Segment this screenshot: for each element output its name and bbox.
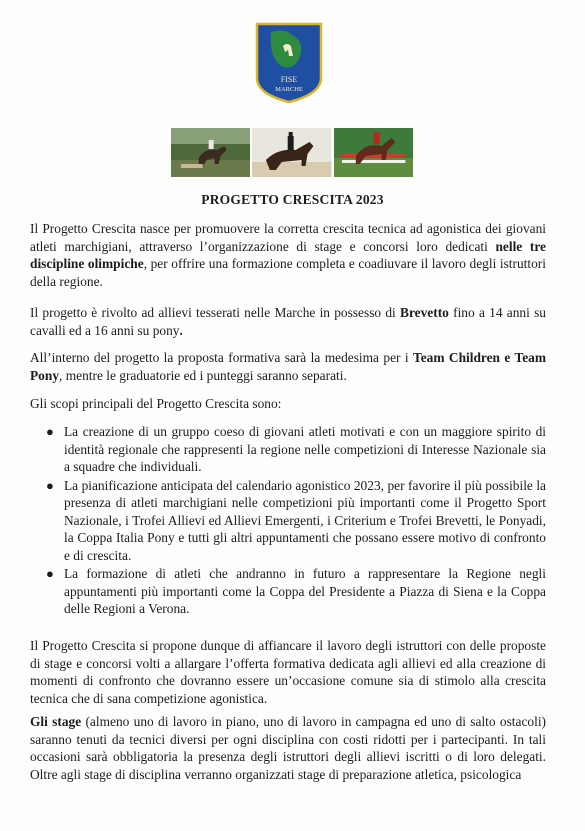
list-item-text: La formazione di atleti che andranno in futuro a rappresentare la Regione negli appuntamenti più importanti come la Coppa del Presidente a Piazza di Siena e la Coppa delle Regioni a Verona.: [64, 566, 546, 616]
paragraph-teams: [30, 349, 546, 384]
teams-text-1: All’interno del progetto la proposta formativa sarà la medesima per i: [30, 350, 414, 365]
paragraph-purpose: Il Progetto Crescita si propone dunque di affiancare il lavoro degli istruttori con delle proposte di stage e concorsi volti a allargare l’offerta formativa dedicata agli allievi ed alla creazione di momenti di confronto che dovranno essere un’occasione comune sia di stimolo alla crescita tecnica che di sana competizione agonistica.: [30, 638, 546, 706]
paragraph-stage: [30, 713, 546, 783]
fise-marche-logo: [253, 22, 325, 104]
eligibility-text-1: Il progetto è rivolto ad allievi tesserati nelle Marche in possesso di: [30, 305, 401, 320]
paragraph-goals-intro: Gli scopi principali del Progetto Crescita sono:: [30, 396, 282, 411]
intro-text-1: Il Progetto Crescita nasce per promuovere la corretta crescita tecnica ad agonistica dei giovani atleti marchigiani, attraverso l’organizzazione di stage e concorsi loro dedicati: [30, 221, 546, 254]
paragraph-intro: [30, 220, 546, 290]
teams-text-2: , mentre le graduatorie ed i punteggi saranno separati.: [59, 367, 347, 383]
bullet-icon: ●: [46, 566, 54, 581]
eligibility-text-2: fino a 14 anni su cavalli ed a 16 anni su pony: [30, 305, 546, 338]
intro-text-2: , per offrire una formazione completa e coadiuvare il lavoro degli istruttori della regione.: [30, 256, 546, 289]
list-item-text: La creazione di un gruppo coeso di giovani atleti motivati e con un maggiore spirito di identità regionale che rappresenti la regione nelle competizioni di Interesse Nazionale sia a squadre che individuali.: [64, 424, 546, 474]
teams-bold: Team Children e Team Pony: [30, 350, 546, 383]
bullet-icon: ●: [46, 477, 54, 493]
bullet-icon: ●: [46, 424, 54, 439]
goals-list: [30, 423, 546, 619]
list-item-text: La pianificazione anticipata del calendario agonistico 2023, per favorire il più possibile la presenza di atleti marchigiani nelle competizioni più importanti come il Progetto Sport Nazionale, i Trofei Allievi ed Allievi Emergenti, i Criterium e Trofei Brevetti, le Ponyadi, la Coppa Italia Pony e tutti gli altri appuntamenti che possano essere motivo di confronto e di crescita.: [64, 477, 546, 563]
stage-bold: Gli stage: [30, 714, 82, 729]
photo-dressage: [252, 128, 331, 177]
document-title: PROGETTO CRESCITA 2023: [201, 192, 384, 207]
logo-text-marche: MARCHE: [275, 86, 303, 93]
list-item: [30, 565, 546, 618]
paragraph-eligibility: [30, 304, 546, 339]
equestrian-photo-strip: [171, 128, 413, 177]
photo-cross-country: [171, 128, 250, 177]
list-item: [30, 477, 546, 565]
eligibility-period: .: [179, 322, 183, 338]
stage-text: (almeno uno di lavoro in piano, uno di lavoro in campagna ed uno di salto ostacoli) saranno tenuti da tecnici diversi per ogni disciplina con costi ridotti per i partecipanti. In tali occasioni sarà obbligatoria la presenza degli istruttori degli allievi iscritti o di loro delegati. Oltre agli stage di disciplina verranno organizzati stage di preparazione atletica, psicologica: [30, 714, 546, 782]
logo-text-fise: FISE: [280, 75, 298, 84]
intro-text-bold: nelle tre discipline olimpiche: [30, 238, 546, 271]
eligibility-brevetto: Brevetto: [400, 305, 449, 320]
photo-show-jumping: [334, 128, 413, 177]
list-item: [30, 423, 546, 476]
